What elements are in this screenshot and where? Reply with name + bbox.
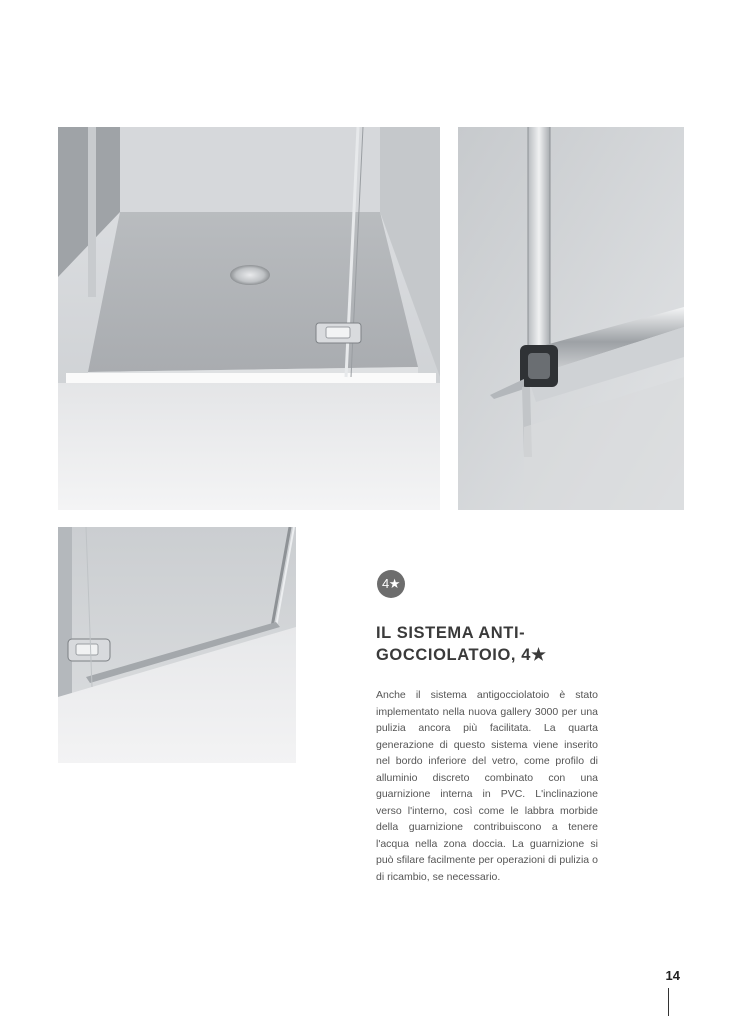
shower-tray-photo [58,127,440,510]
feature-badge: 4★ [377,570,405,598]
description-paragraph: Anche il sistema antigocciolatoio è stato implementato nella nuova gallery 3000 per una pulizia ancora più facilitata. La quarta generazione di questo sistema viene inserito nel bordo inferiore del vetro, come profilo di alluminio discreto combinato con una guarnizione interna in PVC. L'inclinazione verso l'interno, così come le labbra morbide della guarnizione contribuiscono a tenere l'acqua nella zona doccia. La guarnizione si può sfilare facilmente per operazioni di pulizia o di ricambio, se necessario. [376,689,598,883]
page-number: 14 [665,968,680,983]
section-heading [376,622,616,666]
seal-profile-closeup-photo [458,127,684,510]
heading-line-2: GOCCIOLATOIO, 4★ [376,646,547,664]
glass-door-hinge-photo [58,527,296,763]
heading-line-1: IL SISTEMA ANTI- [376,624,526,642]
page-number-rule [668,988,669,1016]
